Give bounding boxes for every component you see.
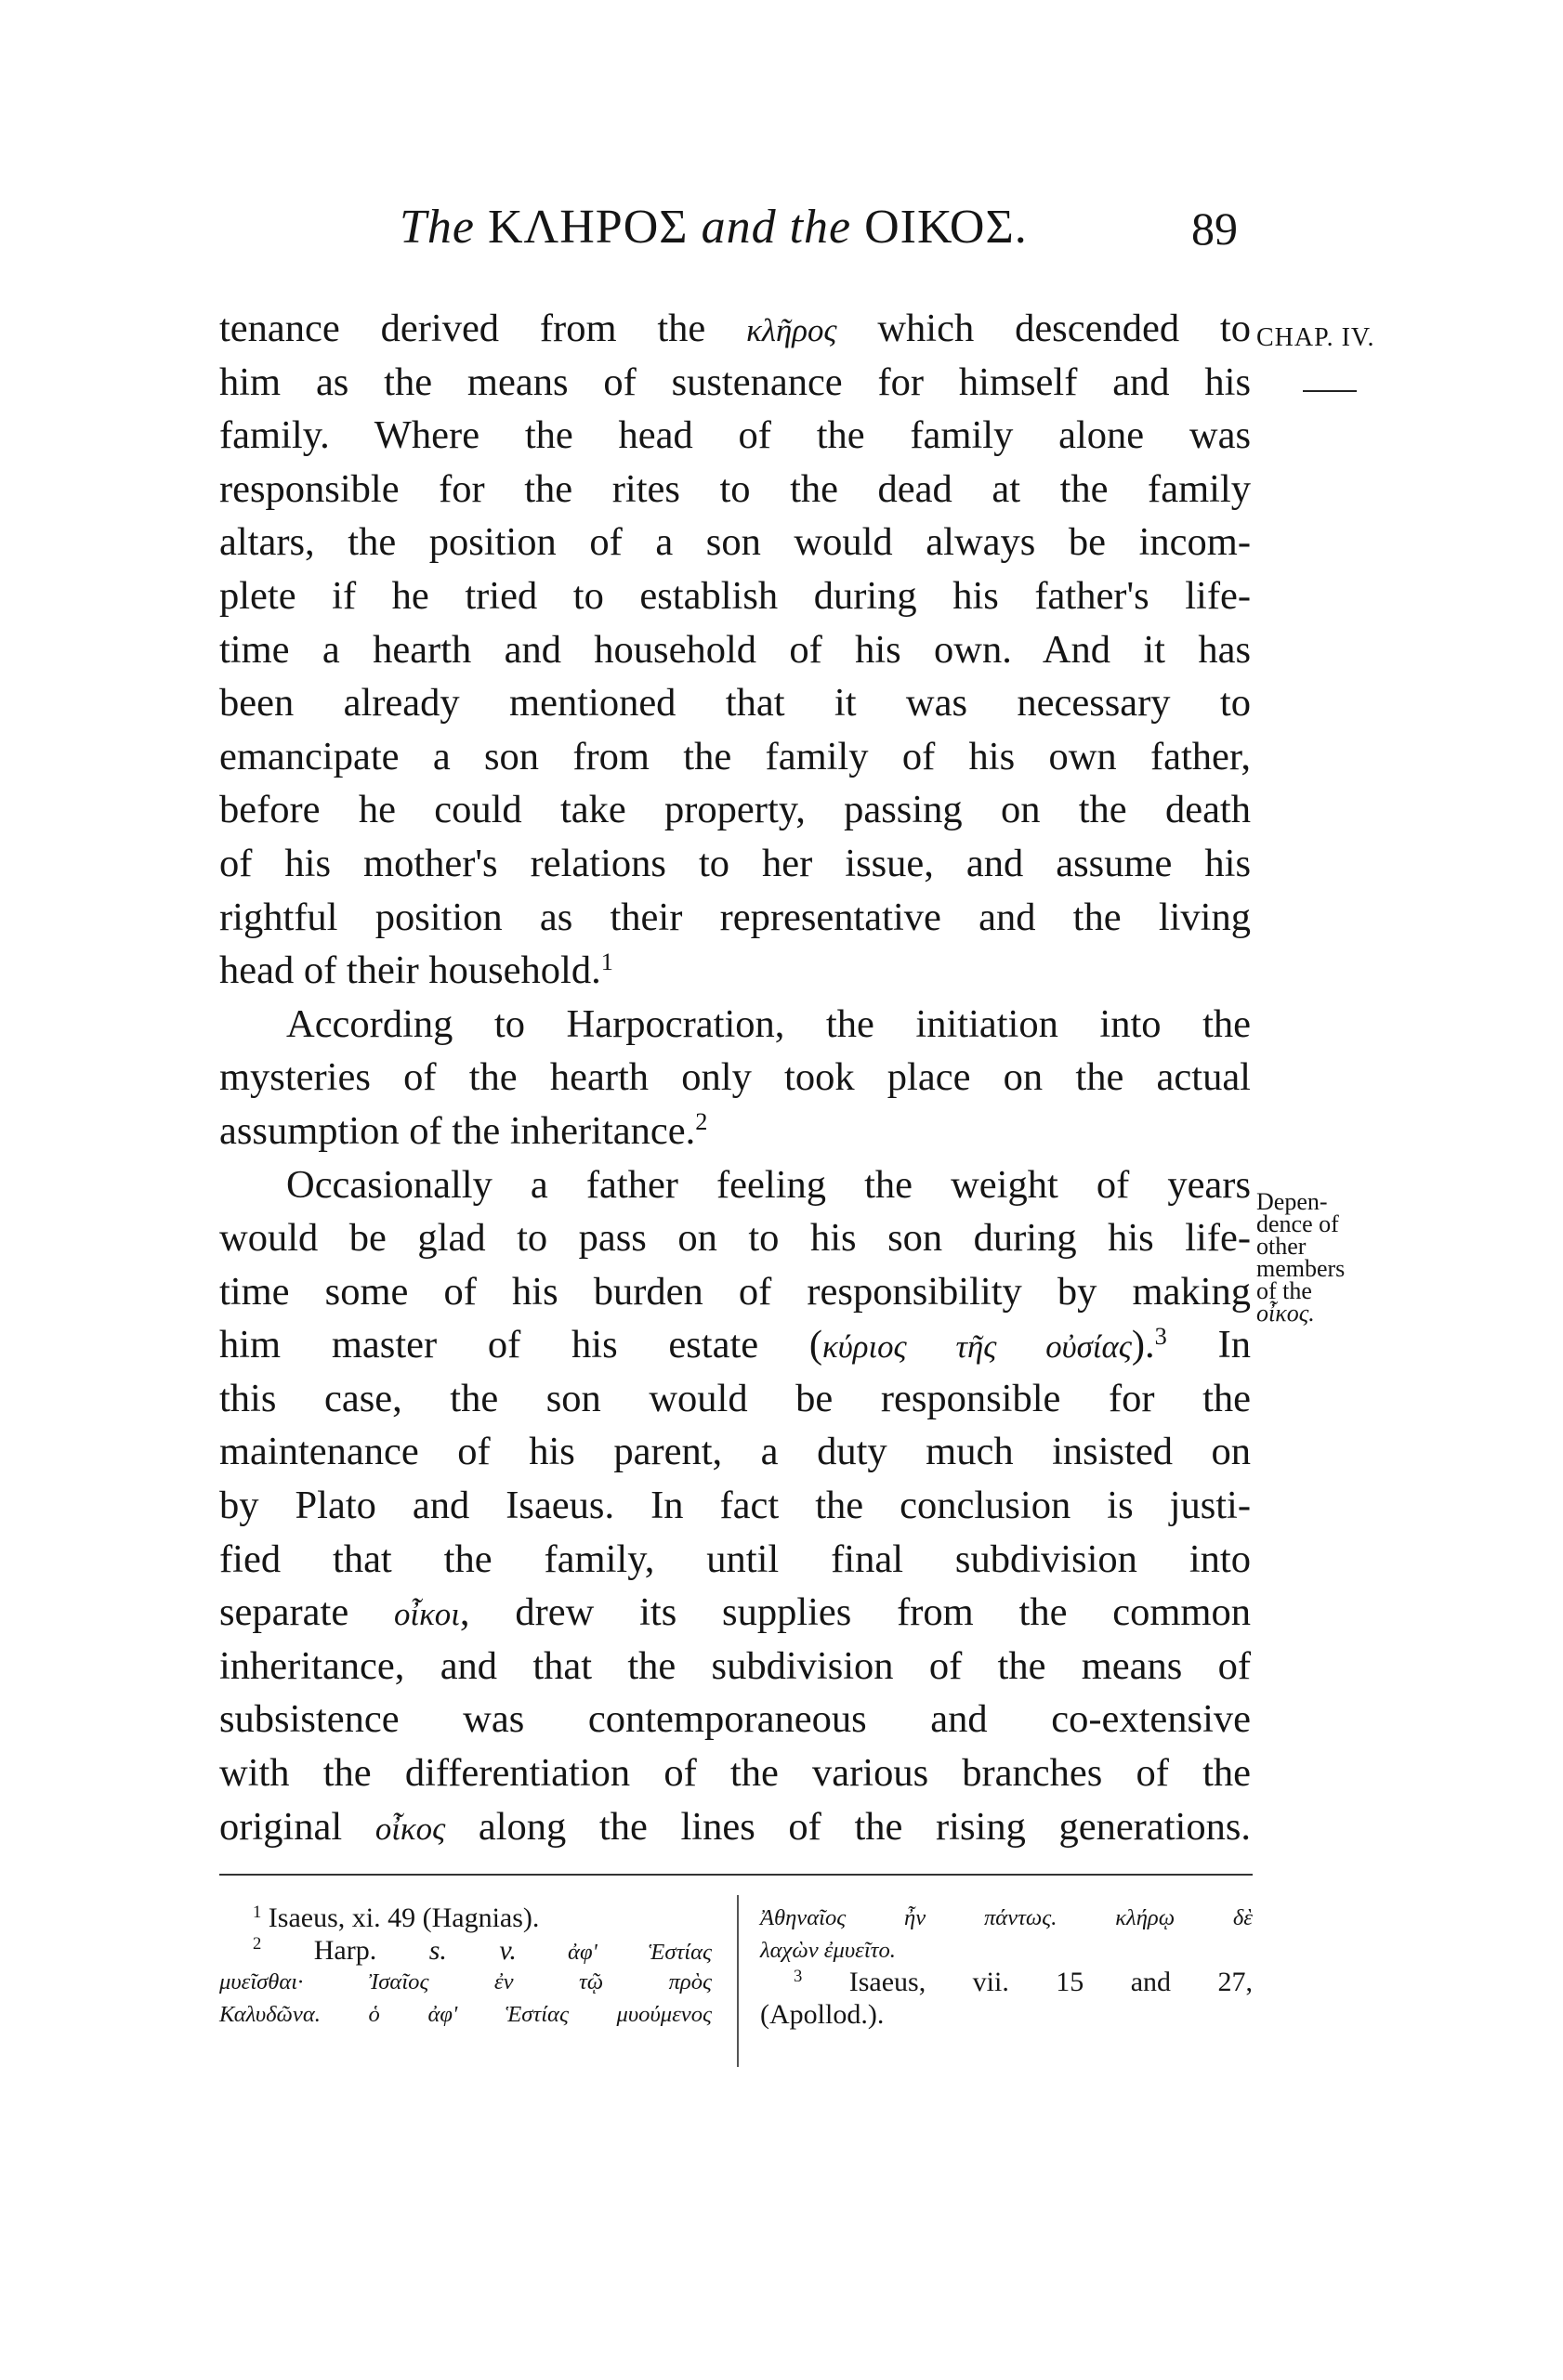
text-line: altars, the position of a son would always be incom- [219,520,1251,565]
greek-oikoi: οἶκοι [394,1596,460,1633]
text-line: rightful position as their representative and the living [219,895,1251,939]
text-line: plete if he tried to establish during his father's life- [219,573,1251,618]
side-note-line: other [1256,1233,1307,1260]
text-line: would be glad to pass on to his son during his life- [219,1216,1251,1261]
footnote-line: λαχὼν ἐμυεῖτο. [760,1937,896,1963]
text-line: this case, the son would be responsible for the [219,1376,1251,1420]
text-line: him as the means of sustenance for himself and his [219,360,1251,404]
main-text [219,302,1251,1853]
text-line: fied that the family, until final subdivision into [219,1537,1251,1581]
text-line: time a hearth and household of his own. And it has [219,627,1251,672]
title-greek-kleros: ΚΛΗΡΟΣ [488,201,689,254]
text-line: tenance derived from the κλῆρος which descended to [219,307,1251,350]
text-line: with the differentiation of the various branches of the [219,1751,1251,1796]
text-line: According to Harpocration, the initiation into the [286,1001,1251,1046]
footnote-divider [737,1895,739,2067]
text-line: responsible for the rites to the dead at the family [219,466,1251,511]
side-note-line: οἶκος. [1256,1300,1315,1327]
text-line: subsistence was contemporaneous and co-extensive [219,1697,1251,1742]
text-line: inheritance, and that the subdivision of the means of [219,1643,1251,1688]
side-note-line: Depen- [1256,1188,1328,1215]
chapter-marker: CHAP. IV. [1256,323,1375,352]
footnote-2: $^2$ Harp. s. v. ἀφ' Ἑστίας [253,1934,712,1966]
title-and-the: and the [701,201,852,254]
footnote-line: μυεῖσθαι· Ἰσαῖος ἐν τῷ πρὸς [219,1969,712,1995]
text-line: separate οἶκοι, drew its supplies from the common [219,1590,1251,1635]
footnote-3: $^3$ Isaeus, vii. 15 and 27, [794,1966,1253,1998]
text-line: by Plato and Isaeus. In fact the conclusion is justi- [219,1484,1251,1528]
text-line: original οἶκος along the lines of the rising generations. [219,1804,1251,1849]
text-line: emancipate a son from the family of his own father, [219,734,1251,778]
text-line: head of their household.$^1$ [219,948,613,993]
text-line: been already mentioned that it was necessary to [219,681,1251,726]
text-line: family. Where the head of the family alone was [219,413,1251,458]
footnote-rule [219,1874,1253,1876]
footnote-ref: 1 [600,948,613,975]
side-note [1256,1188,1386,1327]
running-header [400,200,1236,265]
footnote-line: Ἀθηναῖος ἦν πάντως. κλήρῳ δὲ [760,1905,1253,1930]
text-line: assumption of the inheritance.$^2$ [219,1108,708,1153]
page-number: 89 [1191,203,1238,255]
footnote-line: (Apollod.). [760,1998,885,2030]
text-line: him master of his estate (κύριος τῆς οὐσίας).$^3$ In [219,1322,1251,1367]
text-line: Occasionally a father feeling the weight of years [286,1162,1251,1207]
footnote-1: $^1$ Isaeus, xi. 49 (Hagnias). [253,1902,540,1933]
side-note-line: dence of [1256,1210,1339,1237]
side-note-line: of the [1256,1277,1312,1304]
greek-kyrios: κύριος τῆς οὐσίας [822,1328,1132,1366]
footnote-ref: 2 [695,1108,708,1136]
footnotes-right [760,1903,1253,2031]
text-line: of his mother's relations to her issue, and assume his [219,841,1251,885]
greek-oikos: οἶκος [374,1810,446,1847]
title-the: The [400,201,475,254]
text-line: mysteries of the hearth only took place on the actual [219,1055,1251,1100]
text-line: before he could take property, passing on the death [219,788,1251,832]
footnote-line: Καλυδῶνα. ὁ ἀφ' Ἑστίας μυούμενος [219,2001,712,2027]
footnotes-left [219,1903,712,2031]
text-line: time some of his burden of responsibility by making [219,1269,1251,1314]
running-title [400,200,1028,255]
footnote-ref: 3 [1154,1322,1167,1350]
side-note-line: members [1256,1255,1346,1282]
chapter-rule [1303,390,1357,392]
greek-kleros: κλῆρος [746,312,837,348]
text-line: maintenance of his parent, a duty much insisted on [219,1430,1251,1474]
title-greek-oikos: ΟΙΚΟΣ. [864,201,1028,254]
